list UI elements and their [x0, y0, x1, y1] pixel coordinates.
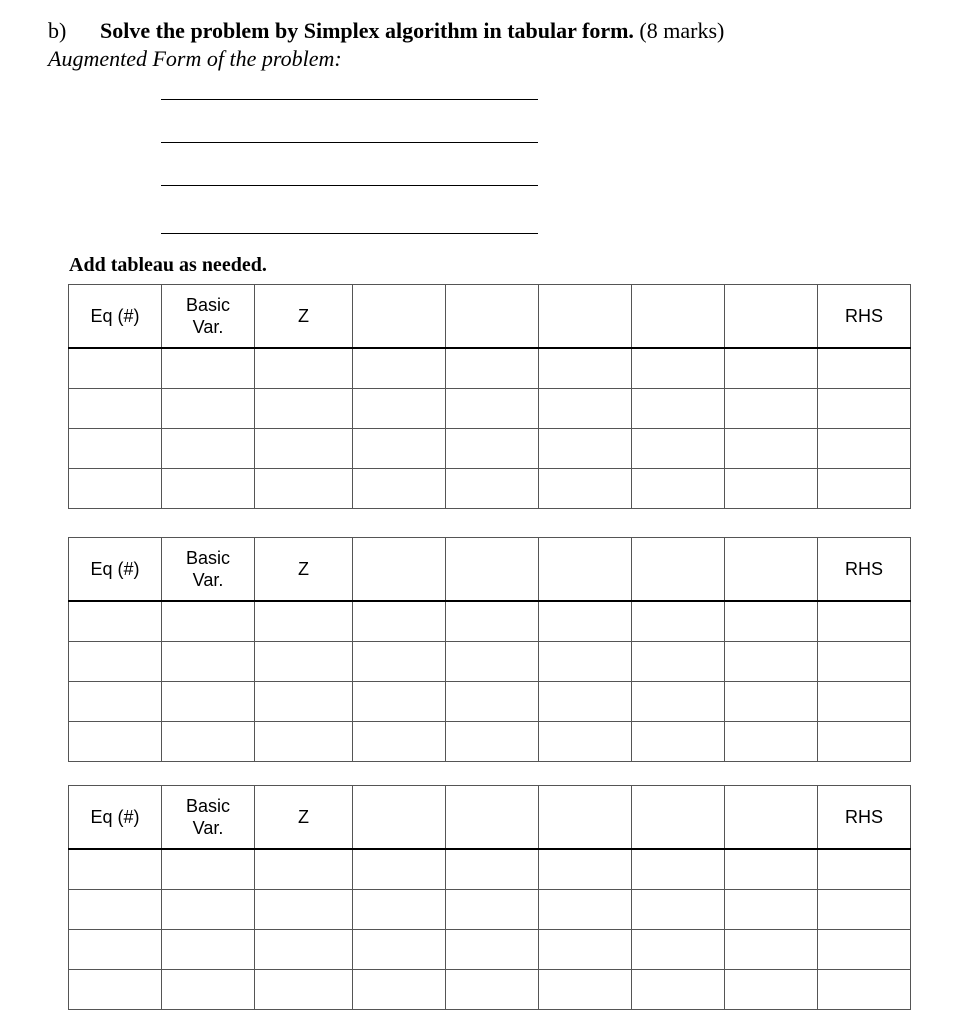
- table-cell[interactable]: [539, 890, 632, 930]
- header-blank-cell[interactable]: [725, 285, 818, 349]
- header-eq: Eq (#): [69, 285, 162, 349]
- header-blank-cell[interactable]: [632, 786, 725, 850]
- header-basic-var: Basic Var.: [162, 786, 255, 850]
- table-row: [69, 890, 911, 930]
- table-cell[interactable]: [353, 348, 446, 389]
- answer-line-4[interactable]: [161, 233, 538, 234]
- table-cell[interactable]: [162, 469, 255, 509]
- table-cell[interactable]: [69, 970, 162, 1010]
- table-cell[interactable]: [255, 429, 353, 469]
- table-cell[interactable]: [818, 642, 911, 682]
- table-cell[interactable]: [255, 890, 353, 930]
- table-cell[interactable]: [353, 722, 446, 762]
- header-z: Z: [255, 786, 353, 850]
- table-cell[interactable]: [632, 348, 725, 389]
- table-cell[interactable]: [632, 601, 725, 642]
- table-cell[interactable]: [632, 429, 725, 469]
- table-cell[interactable]: [725, 348, 818, 389]
- table-cell[interactable]: [446, 429, 539, 469]
- table-cell[interactable]: [725, 429, 818, 469]
- table-cell[interactable]: [539, 642, 632, 682]
- header-blank-cell[interactable]: [539, 786, 632, 850]
- table-cell[interactable]: [69, 930, 162, 970]
- table-cell[interactable]: [725, 469, 818, 509]
- table-cell[interactable]: [69, 642, 162, 682]
- table-row: [69, 601, 911, 642]
- table-cell[interactable]: [69, 389, 162, 429]
- table-cell[interactable]: [255, 682, 353, 722]
- table-cell[interactable]: [446, 469, 539, 509]
- header-blank-cell[interactable]: [446, 538, 539, 602]
- table-cell[interactable]: [818, 682, 911, 722]
- question-marks: (8 marks): [639, 18, 725, 43]
- table-cell[interactable]: [725, 930, 818, 970]
- table-cell[interactable]: [818, 970, 911, 1010]
- table-cell[interactable]: [446, 849, 539, 890]
- table-cell[interactable]: [632, 389, 725, 429]
- table-row: [69, 682, 911, 722]
- table-row: [69, 722, 911, 762]
- table-cell[interactable]: [725, 890, 818, 930]
- header-blank-cell[interactable]: [353, 538, 446, 602]
- table-row: [69, 849, 911, 890]
- table-cell[interactable]: [818, 601, 911, 642]
- header-blank-cell[interactable]: [446, 285, 539, 349]
- table-cell[interactable]: [353, 682, 446, 722]
- table-cell[interactable]: [632, 849, 725, 890]
- table-row: [69, 930, 911, 970]
- table-cell[interactable]: [353, 849, 446, 890]
- table-cell[interactable]: [818, 890, 911, 930]
- header-basic-var: Basic Var.: [162, 285, 255, 349]
- header-blank-cell[interactable]: [632, 285, 725, 349]
- header-blank-cell[interactable]: [353, 786, 446, 850]
- table-cell[interactable]: [446, 970, 539, 1010]
- table-cell[interactable]: [632, 469, 725, 509]
- table-cell[interactable]: [818, 722, 911, 762]
- table-row: [69, 389, 911, 429]
- table-cell[interactable]: [162, 601, 255, 642]
- table-cell[interactable]: [69, 682, 162, 722]
- table-cell[interactable]: [255, 348, 353, 389]
- table-cell[interactable]: [632, 642, 725, 682]
- table-cell[interactable]: [69, 890, 162, 930]
- table-cell[interactable]: [446, 389, 539, 429]
- table-row: [69, 970, 911, 1010]
- table-cell[interactable]: [162, 682, 255, 722]
- table-cell[interactable]: [353, 469, 446, 509]
- table-cell[interactable]: [446, 601, 539, 642]
- table-cell[interactable]: [353, 930, 446, 970]
- table-cell[interactable]: [539, 930, 632, 970]
- header-eq: Eq (#): [69, 786, 162, 850]
- question-label: b): [48, 18, 67, 43]
- table-cell[interactable]: [539, 389, 632, 429]
- table-cell[interactable]: [725, 642, 818, 682]
- table-row: [69, 429, 911, 469]
- table-cell[interactable]: [539, 722, 632, 762]
- table-cell[interactable]: [632, 930, 725, 970]
- table-cell[interactable]: [69, 429, 162, 469]
- header-rhs: RHS: [818, 285, 911, 349]
- table-cell[interactable]: [446, 722, 539, 762]
- table-cell[interactable]: [353, 601, 446, 642]
- table-cell[interactable]: [725, 601, 818, 642]
- table-cell[interactable]: [818, 930, 911, 970]
- table-cell[interactable]: [446, 642, 539, 682]
- header-blank-cell[interactable]: [632, 538, 725, 602]
- table-cell[interactable]: [162, 722, 255, 762]
- table-cell[interactable]: [69, 469, 162, 509]
- table-cell[interactable]: [446, 348, 539, 389]
- add-tableau-label: Add tableau as needed.: [69, 254, 267, 276]
- table-cell[interactable]: [632, 722, 725, 762]
- header-blank-cell[interactable]: [725, 538, 818, 602]
- table-row: [69, 642, 911, 682]
- table-cell[interactable]: [162, 890, 255, 930]
- table-cell[interactable]: [255, 970, 353, 1010]
- table-cell[interactable]: [446, 930, 539, 970]
- table-cell[interactable]: [725, 970, 818, 1010]
- table-cell[interactable]: [353, 890, 446, 930]
- table-row: [69, 469, 911, 509]
- tableau-header-row: [69, 538, 911, 602]
- header-rhs: RHS: [818, 786, 911, 850]
- header-blank-cell[interactable]: [539, 538, 632, 602]
- table-cell[interactable]: [353, 642, 446, 682]
- table-cell[interactable]: [539, 849, 632, 890]
- table-cell[interactable]: [818, 469, 911, 509]
- answer-line-3[interactable]: [161, 185, 538, 186]
- simplex-tableau-3: [68, 785, 911, 1010]
- table-cell[interactable]: [255, 849, 353, 890]
- table-cell[interactable]: [69, 601, 162, 642]
- table-cell[interactable]: [725, 722, 818, 762]
- table-cell[interactable]: [255, 642, 353, 682]
- simplex-tableau-1: [68, 284, 911, 509]
- simplex-tableau-2: [68, 537, 911, 762]
- table-cell[interactable]: [162, 429, 255, 469]
- table-cell[interactable]: [818, 429, 911, 469]
- table-cell[interactable]: [818, 348, 911, 389]
- table-cell[interactable]: [632, 682, 725, 722]
- header-z: Z: [255, 285, 353, 349]
- answer-line-1[interactable]: [161, 99, 538, 100]
- header-blank-cell[interactable]: [725, 786, 818, 850]
- tableau-header-row: [69, 786, 911, 850]
- table-cell[interactable]: [255, 469, 353, 509]
- table-cell[interactable]: [818, 849, 911, 890]
- table-cell[interactable]: [725, 389, 818, 429]
- table-cell[interactable]: [539, 348, 632, 389]
- header-blank-cell[interactable]: [539, 285, 632, 349]
- table-cell[interactable]: [539, 429, 632, 469]
- header-basic-var: Basic Var.: [162, 538, 255, 602]
- table-cell[interactable]: [539, 682, 632, 722]
- table-cell[interactable]: [539, 469, 632, 509]
- header-blank-cell[interactable]: [353, 285, 446, 349]
- table-cell[interactable]: [255, 601, 353, 642]
- header-rhs: RHS: [818, 538, 911, 602]
- table-cell[interactable]: [69, 849, 162, 890]
- table-cell[interactable]: [818, 389, 911, 429]
- table-cell[interactable]: [632, 970, 725, 1010]
- table-cell[interactable]: [353, 970, 446, 1010]
- table-cell[interactable]: [162, 389, 255, 429]
- table-cell[interactable]: [725, 682, 818, 722]
- table-cell[interactable]: [162, 930, 255, 970]
- table-cell[interactable]: [255, 389, 353, 429]
- header-z: Z: [255, 538, 353, 602]
- table-cell[interactable]: [162, 849, 255, 890]
- table-cell[interactable]: [446, 682, 539, 722]
- table-cell[interactable]: [162, 348, 255, 389]
- tableau-header-row: [69, 285, 911, 349]
- header-blank-cell[interactable]: [446, 786, 539, 850]
- table-cell[interactable]: [255, 722, 353, 762]
- question-title: Solve the problem by Simplex algorithm in tabular form.: [100, 18, 634, 43]
- question-heading: [48, 18, 724, 44]
- table-cell[interactable]: [353, 389, 446, 429]
- answer-line-2[interactable]: [161, 142, 538, 143]
- augmented-form-label: Augmented Form of the problem:: [48, 46, 342, 71]
- table-row: [69, 348, 911, 389]
- table-cell[interactable]: [725, 849, 818, 890]
- table-cell[interactable]: [446, 890, 539, 930]
- table-cell[interactable]: [69, 722, 162, 762]
- table-cell[interactable]: [162, 970, 255, 1010]
- table-cell[interactable]: [255, 930, 353, 970]
- header-eq: Eq (#): [69, 538, 162, 602]
- table-cell[interactable]: [69, 348, 162, 389]
- table-cell[interactable]: [539, 970, 632, 1010]
- table-cell[interactable]: [162, 642, 255, 682]
- table-cell[interactable]: [539, 601, 632, 642]
- table-cell[interactable]: [353, 429, 446, 469]
- table-cell[interactable]: [632, 890, 725, 930]
